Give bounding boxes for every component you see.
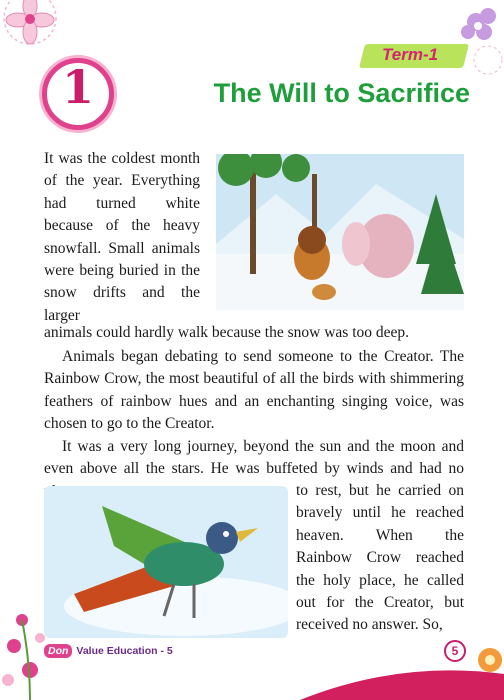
brand-logo: Don (44, 644, 72, 658)
rainbow-crow-illustration (44, 486, 288, 638)
flower-decoration-bottom-right-icon (470, 640, 504, 700)
chapter-title: The Will to Sacrifice (213, 78, 470, 108)
paragraph-3-continued: to rest, but he carried on bravely until he reached heaven. When the Rainbow Crow reached the holy place, he called out for the Creator, but received no answer. So, (296, 482, 464, 634)
page-number: 5 (451, 644, 459, 658)
flower-decoration-top-right-icon (448, 0, 504, 80)
flower-decoration-top-left-icon (0, 0, 70, 60)
paragraph-3: It was a very long journey, beyond the sun and the moon and even above all the stars. He was buffeted by winds and had no (44, 438, 464, 478)
footer-series (44, 644, 173, 658)
paragraph-2: Animals began debating to send someone to the Creator. The Rainbow Crow, the most beautiful of all the birds with shimmering feathers of rainbow hues and an enchanting singing voice, was chosen to go to the Creator. (44, 348, 464, 433)
paragraph-1-narrow: It was the coldest month of the year. Everything had turned white because of the heavy snowfall. Small animals were being buried in the snow drifts and the larger (44, 150, 200, 324)
term-label: Term-1 (382, 45, 439, 64)
series-title: Value Education - 5 (76, 645, 173, 657)
chapter-number: 1 (61, 60, 94, 114)
snow-animals-illustration (216, 154, 464, 310)
paragraph-1-continued: animals could hardly walk because the snow was too deep. (44, 324, 410, 341)
